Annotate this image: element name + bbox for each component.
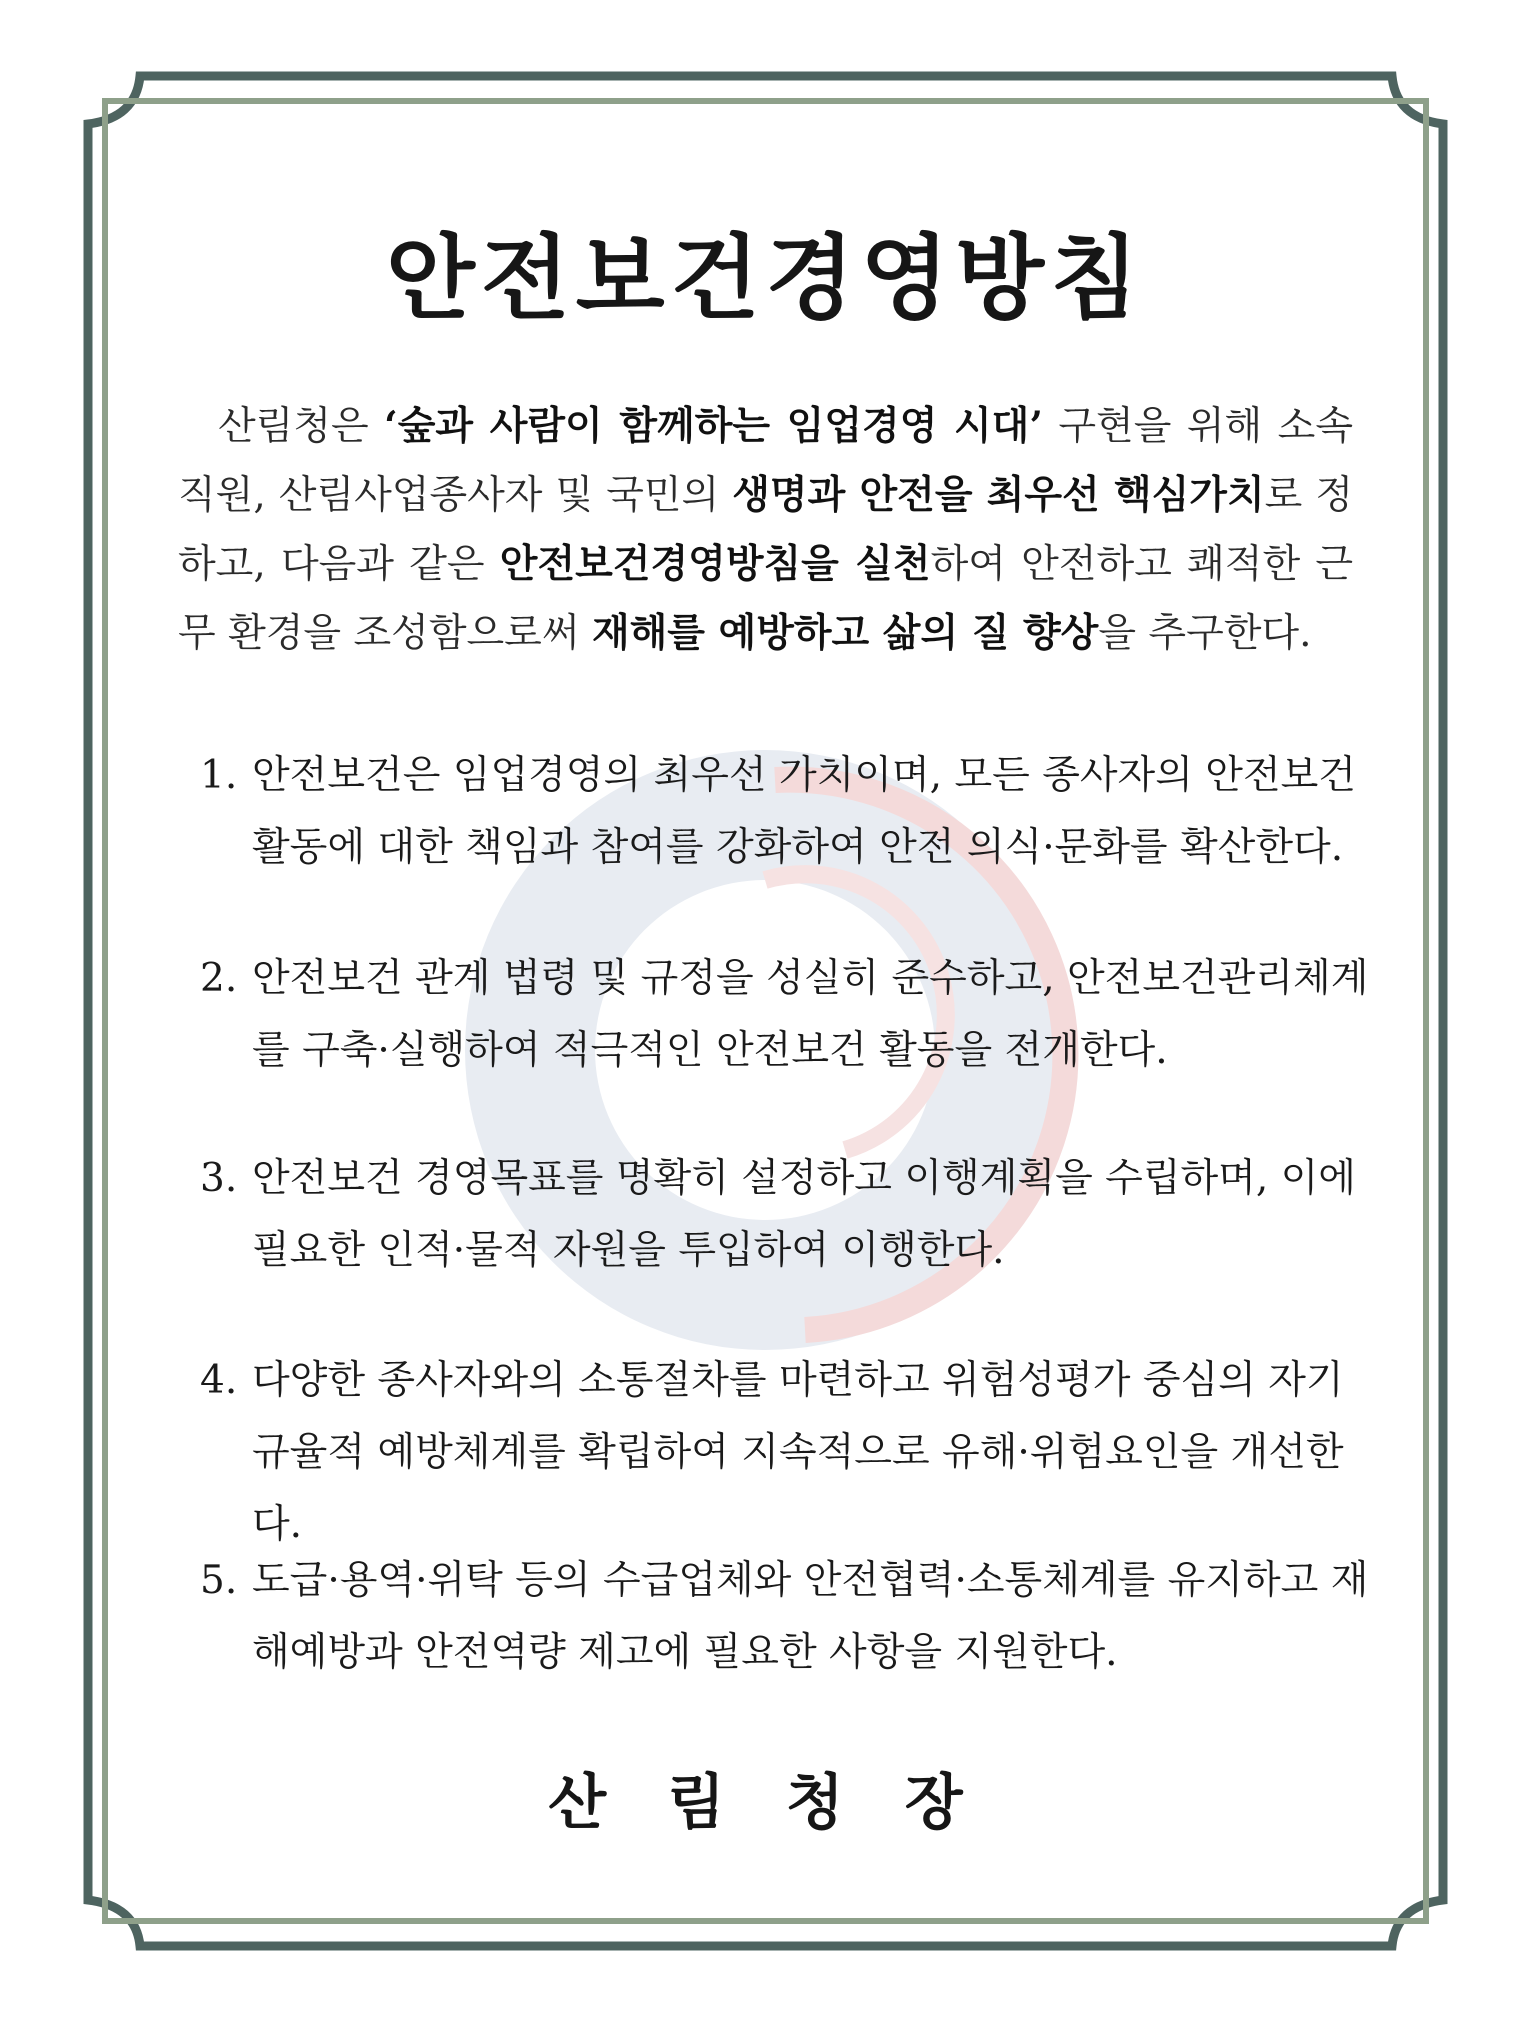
intro-emphasis-vision: ‘숲과 사람이 함께하는 임업경영 시대’ — [384, 403, 1043, 449]
intro-text-1: 산림청은 — [218, 404, 385, 449]
policy-item-3 — [200, 1143, 1372, 1287]
policy-text: 안전보건 경영목표를 명확히 설정하고 이행계획을 수립하며, 이에 필요한 인적·물적 자원을 투입하여 이행한다. — [252, 1156, 1356, 1273]
policy-item-2 — [200, 943, 1372, 1087]
policy-text: 안전보건 관계 법령 및 규정을 성실히 준수하고, 안전보건관리체계를 구축·실행하여 적극적인 안전보건 활동을 전개한다. — [252, 956, 1369, 1073]
policy-item-1 — [200, 740, 1372, 884]
intro-text-2: 구현을 위해 소속 직원, 산림사업종사자 및 국민의 — [178, 404, 1353, 518]
policy-number: 4. — [200, 1358, 238, 1403]
policy-number: 3. — [200, 1156, 238, 1201]
policy-text: 다양한 종사자와의 소통절차를 마련하고 위험성평가 중심의 자기 규율적 예방체계를 확립하여 지속적으로 유해·위험요인을 개선한다. — [252, 1358, 1344, 1547]
intro-paragraph — [178, 392, 1353, 668]
intro-text-3: 로 정하고, 다음과 같은 — [178, 473, 1353, 587]
policy-number: 1. — [200, 753, 238, 798]
policy-text: 안전보건은 임업경영의 최우선 가치이며, 모든 종사자의 안전보건 활동에 대한 책임과 참여를 강화하여 안전 의식·문화를 확산한다. — [252, 753, 1356, 870]
signature: 산 림 청 장 — [548, 1768, 983, 1838]
intro-emphasis-core-value: 생명과 안전을 최우선 핵심가치 — [732, 472, 1265, 518]
intro-emphasis-practice: 안전보건경영방침을 실천 — [499, 541, 931, 587]
document-title: 안전보건경영방침 — [386, 224, 1145, 332]
policy-number: 5. — [200, 1558, 238, 1603]
policy-text: 도급·용역·위탁 등의 수급업체와 안전협력·소통체계를 유지하고 재해예방과 안전역량 제고에 필요한 사항을 지원한다. — [252, 1558, 1369, 1675]
intro-emphasis-goal: 재해를 예방하고 삶의 질 향상 — [591, 610, 1099, 656]
intro-text-4: 하여 안전하고 쾌적한 근무 환경을 조성함으로써 — [178, 542, 1354, 656]
policy-item-4 — [200, 1345, 1372, 1561]
intro-text-5: 을 추구한다. — [1098, 611, 1312, 656]
policy-number: 2. — [200, 956, 238, 1001]
policy-item-5 — [200, 1545, 1372, 1689]
